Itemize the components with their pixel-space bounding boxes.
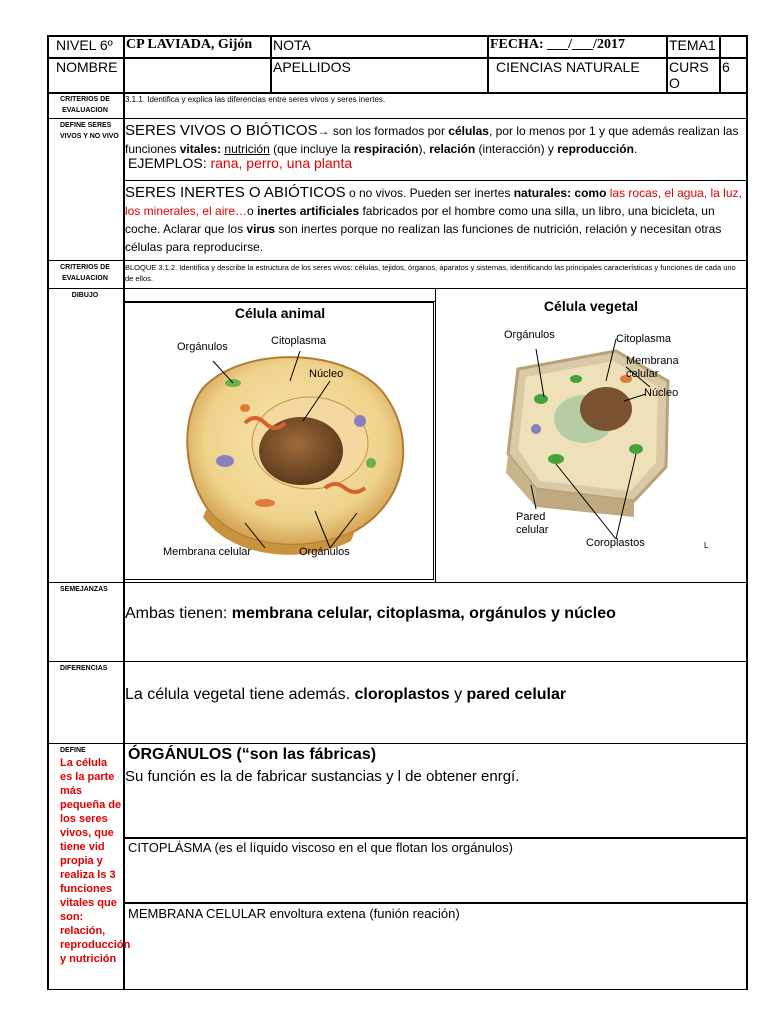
label-organulos-vegetal: Orgánulos bbox=[504, 329, 555, 341]
text-span: La célula vegetal tiene además. bbox=[125, 686, 355, 703]
arrow-icon: → bbox=[317, 124, 330, 138]
label-pared-celular: Pared celular bbox=[516, 511, 549, 536]
dibujo-label: DIBUJO bbox=[71, 292, 99, 299]
seres-vivos-title: SERES VIVOS O BIÓTICOS bbox=[125, 122, 318, 139]
text-span: relación bbox=[429, 142, 476, 156]
define-label-2: DEFINE bbox=[60, 747, 86, 754]
citoplasma-definition: CITOPLÁSMA (es el líquido viscoso en el que flotan los orgánulos) bbox=[128, 840, 513, 855]
text-span: fabricados por el hombre como una silla, un libro, una bicicleta, un coche. Aclarar que los bbox=[125, 204, 715, 236]
plant-cell-title: Célula vegetal bbox=[543, 298, 639, 314]
animal-cell-figure bbox=[124, 302, 434, 580]
seres-inertes-paragraph bbox=[125, 184, 745, 256]
text-span: membrana celular, citoplasma, orgánulos y núcleo bbox=[231, 605, 616, 622]
text-span: o bbox=[247, 204, 258, 218]
label-membrana: Membrana celular bbox=[163, 546, 252, 558]
text-span: vitales: bbox=[179, 142, 222, 156]
criterios-label: CRITERIOS DE EVALUACION bbox=[60, 96, 110, 114]
text-span: son los formados por bbox=[329, 124, 449, 138]
text-span: nutrición bbox=[224, 142, 270, 156]
text-span: (que incluye la bbox=[269, 142, 354, 156]
criterios-text-2: BLOQUE 3.1.2. Identifica y describe la estructura de los seres vivos: células, tejidos, órganos, aparatos y sistemas, identificando las principales características y funciones de cada uno de ellos. bbox=[125, 263, 736, 283]
label-nucleo-vegetal: Núcleo bbox=[644, 387, 679, 399]
text-span: o no vivos. Pueden ser inertes bbox=[345, 186, 514, 200]
label-organulos: Orgánulos bbox=[177, 341, 228, 353]
nivel-label: NIVEL 6º bbox=[56, 37, 113, 53]
text-span: células bbox=[448, 124, 489, 138]
subject-label: CIENCIAS NATURALE bbox=[496, 59, 640, 75]
apellidos-label: APELLIDOS bbox=[273, 59, 351, 75]
label-membrana-vegetal: Membrana celular bbox=[626, 355, 679, 380]
membrana-definition: MEMBRANA CELULAR envoltura extena (funión reación) bbox=[128, 906, 460, 921]
seres-inertes-title: SERES INERTES O ABIÓTICOS bbox=[125, 184, 346, 201]
ejemplos-value: rana, perro, una planta bbox=[210, 155, 353, 171]
school-name: CP LAVIADA, Gijón bbox=[126, 37, 253, 52]
celula-definition: La célula es la parte más pequeña de los seres vivos, que tiene vid propia y realiza ls 3 funciones vitales que son: relación, reproducción y nutrición bbox=[60, 757, 131, 965]
animal-cell-title: Célula animal bbox=[234, 305, 326, 321]
text-span: Ambas tienen: bbox=[125, 605, 232, 622]
text-span: cloroplastos bbox=[354, 686, 450, 703]
diferencias-text bbox=[125, 686, 566, 704]
label-organulos-2: Orgánulos bbox=[299, 546, 350, 558]
criterios-text: 3.1.1. Identifica y explica las diferencias entre seres vivos y seres inertes. bbox=[125, 95, 386, 104]
tema-label: TEMA1 bbox=[669, 37, 716, 53]
organulos-title: ÓRGÁNULOS (“son las fábricas) bbox=[128, 746, 377, 763]
text-span: ), bbox=[418, 142, 430, 156]
ejemplos-label: EJEMPLOS: bbox=[128, 155, 207, 171]
nota-label: NOTA bbox=[273, 37, 311, 53]
text-span: naturales: como bbox=[513, 186, 607, 200]
text-span: respiración bbox=[353, 142, 419, 156]
text-span: son inertes porque no realizan las funciones de nutrición, relación y necesitan otras células para reproducirse. bbox=[125, 222, 722, 254]
label-citoplasma-vegetal: Citoplasma bbox=[616, 333, 672, 345]
stray-mark: L bbox=[704, 541, 709, 550]
text-span: inertes artificiales bbox=[257, 204, 360, 218]
curso-label: CURS O bbox=[669, 59, 709, 91]
ejemplos-line bbox=[128, 155, 352, 171]
text-span: . bbox=[633, 142, 638, 156]
text-span: reproducción bbox=[557, 142, 634, 156]
text-span: (interacción) y bbox=[475, 142, 558, 156]
label-coroplastos: Coroplastos bbox=[586, 537, 645, 549]
diferencias-label: DIFERENCIAS bbox=[60, 665, 108, 672]
curso-value: 6 bbox=[722, 59, 730, 75]
label-nucleo: Núcleo bbox=[309, 368, 344, 380]
text-span: pared celular bbox=[466, 686, 567, 703]
text-span: y bbox=[449, 686, 467, 703]
text-span: virus bbox=[246, 222, 276, 236]
seres-vivos-paragraph bbox=[125, 122, 745, 158]
semejanzas-text bbox=[125, 605, 616, 623]
define-label: DEFINE SERES VIVOS Y NO VIVO bbox=[60, 122, 119, 140]
text-span: las rocas, el agua, la luz, los minerales, el aire… bbox=[125, 186, 742, 218]
label-citoplasma: Citoplasma bbox=[271, 335, 327, 347]
fecha-field: FECHA: ___/___/2017 bbox=[490, 37, 625, 52]
plant-cell-figure bbox=[436, 289, 746, 581]
semejanzas-label: SEMEJANZAS bbox=[60, 586, 108, 593]
criterios-label-2: CRITERIOS DE EVALUACION bbox=[60, 264, 110, 282]
text-span: , por lo menos por 1 y que además realizan las funciones bbox=[125, 124, 739, 156]
nombre-label: NOMBRE bbox=[56, 59, 118, 75]
organulos-text: Su función es la de fabricar sustancias y l de obtener enrgí. bbox=[125, 768, 520, 785]
